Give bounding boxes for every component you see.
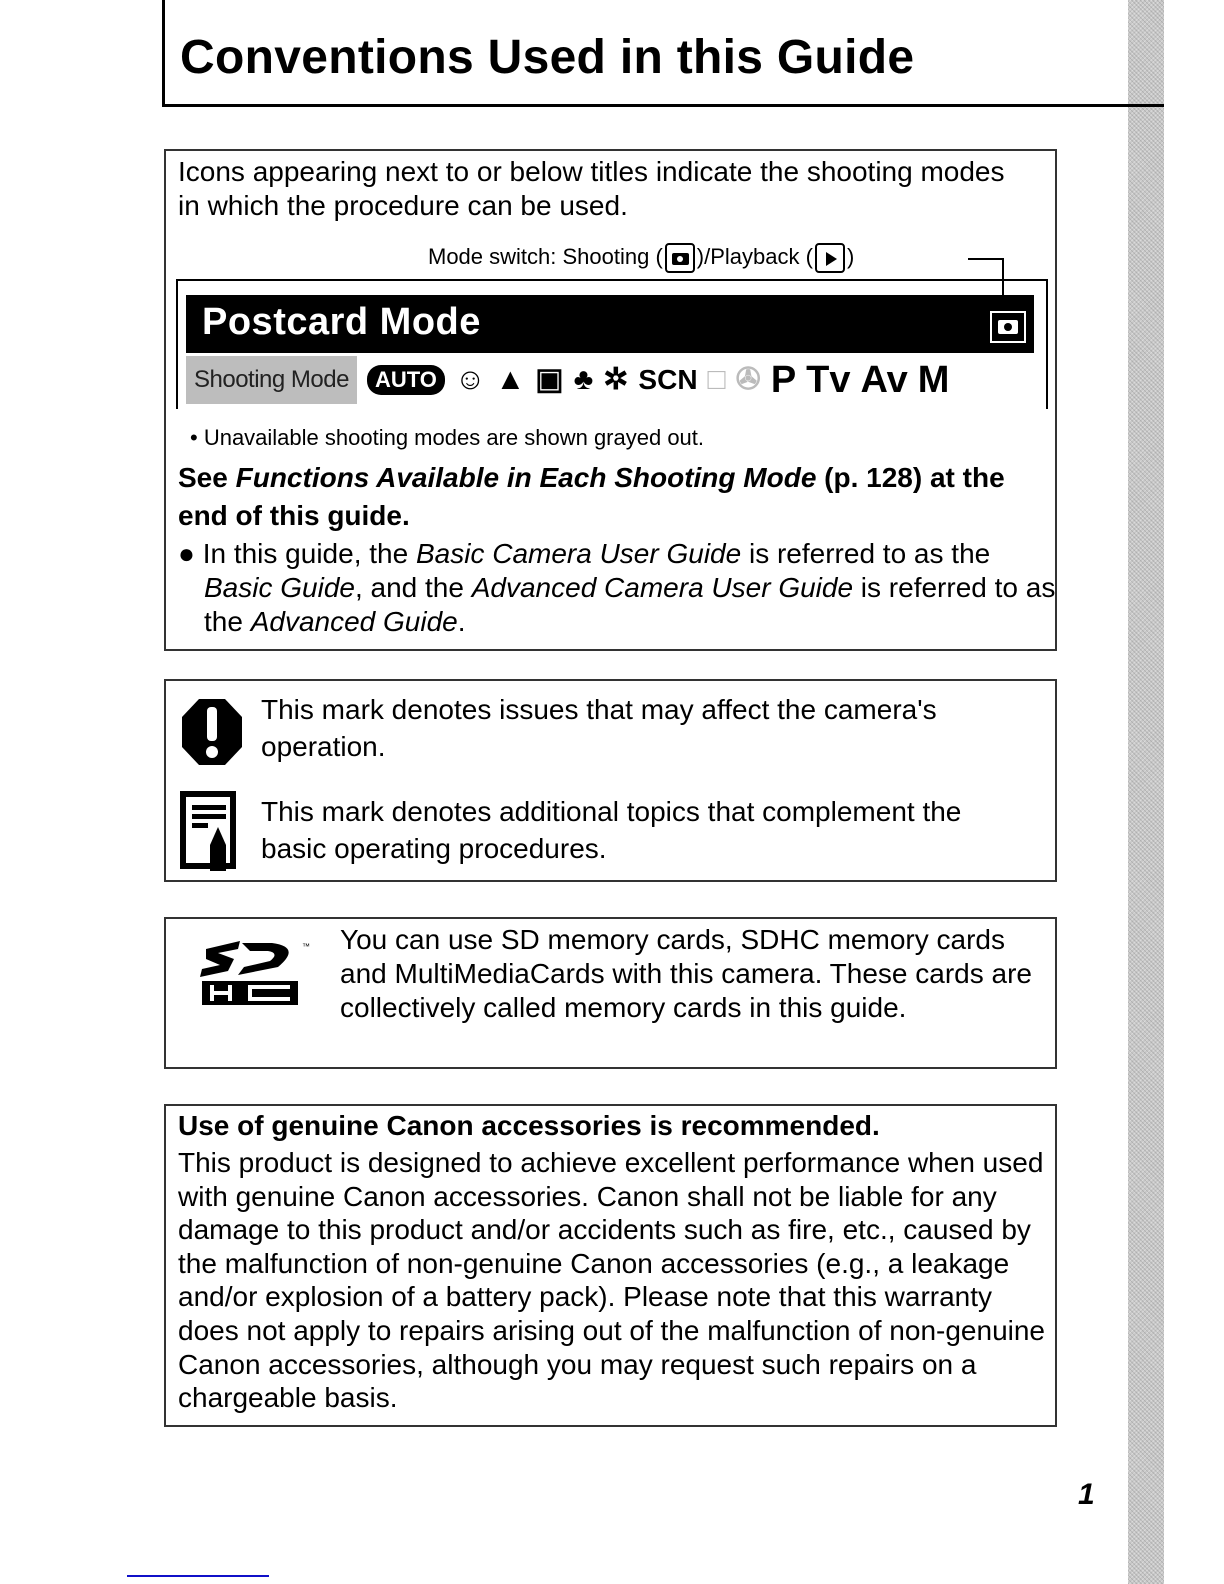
bullet-icon: ●	[178, 538, 195, 569]
manual-mode-icon: M	[917, 358, 950, 401]
page-title: Conventions Used in this Guide	[180, 31, 915, 84]
link-underline[interactable]	[127, 1575, 269, 1577]
page-number: 1	[1078, 1478, 1095, 1511]
text: is referred to as the	[741, 538, 991, 569]
program-mode-icon: P	[770, 358, 797, 401]
intro-box	[164, 149, 1057, 651]
stitch-assist-mode-icon: □	[707, 363, 726, 396]
guide-title: Advanced Camera User Guide	[471, 572, 854, 603]
memory-card-text: You can use SD memory cards, SDHC memory cards and MultiMediaCards with this camera. These cards are collectively called memory cards in this guide.	[340, 924, 1033, 1023]
shooting-mode-row	[186, 353, 1034, 407]
night-scene-mode-icon: ▣	[535, 363, 564, 396]
text: .	[457, 606, 466, 637]
text: In this guide, the	[202, 538, 416, 569]
see-prefix: See	[178, 462, 236, 493]
guide-title: Basic Camera User Guide	[415, 538, 742, 569]
see-reference	[178, 459, 1038, 535]
text: is referred to as the	[204, 572, 1056, 637]
text: , and the	[354, 572, 472, 603]
guide-title: Advanced Guide	[250, 606, 458, 637]
memo-icon	[180, 791, 244, 873]
camera-icon	[665, 243, 695, 273]
shooting-mode-label: Shooting Mode	[186, 356, 357, 404]
memory-card-box	[164, 917, 1057, 1069]
landscape-mode-icon: ▲	[495, 363, 526, 396]
connector-line	[968, 258, 1004, 260]
sdhc-logo-icon	[198, 937, 310, 1007]
mode-switch-middle: )/Playback (	[696, 243, 813, 269]
play-icon	[815, 243, 845, 273]
see-reference-title: Functions Available in Each Shooting Mode	[235, 462, 817, 493]
movie-mode-icon: ✇	[735, 363, 761, 396]
chapter-side-tab	[1128, 0, 1164, 1584]
portrait-mode-icon: ☺	[454, 363, 486, 396]
auto-mode-icon: AUTO	[367, 365, 445, 395]
marks-box	[164, 679, 1057, 882]
mode-switch-legend	[428, 243, 854, 273]
memo-text: This mark denotes additional topics that complement the basic operating procedures.	[261, 796, 962, 864]
unavailable-note: • Unavailable shooting modes are shown grayed out.	[190, 425, 705, 450]
kids-pets-mode-icon: ♣	[573, 363, 594, 396]
mode-switch-suffix: )	[846, 243, 855, 269]
guide-title: Basic Guide	[204, 572, 355, 603]
sample-heading	[186, 295, 1034, 353]
intro-text: Icons appearing next to or below titles indicate the shooting modes in which the procedure can be used.	[178, 156, 1005, 221]
indoor-mode-icon: ✲	[603, 363, 629, 396]
caution-icon	[180, 697, 244, 767]
scene-mode-icon: SCN	[638, 364, 698, 395]
trademark-mark: ™	[302, 942, 310, 951]
accessories-body: This product is designed to achieve excellent performance when used with genuine Canon accessories. Canon shall not be liable for any damage to this product and/or accidents such as fire, etc., caused by the malfunction of non-genuine Canon accessories (e.g., a leakage and/or explosion of a battery pack). Please note that this warranty does not apply to repairs arising out of the malfunction of non-genuine Canon accessories, although you may request such repairs on a chargeable basis.	[178, 1147, 1046, 1414]
aperture-priority-mode-icon: Av	[860, 358, 908, 401]
accessories-box	[164, 1104, 1057, 1427]
sample-heading-title: Postcard Mode	[202, 301, 481, 343]
accessories-heading: Use of genuine Canon accessories is recommended.	[178, 1110, 880, 1141]
caution-text: This mark denotes issues that may affect the camera's operation.	[261, 694, 937, 762]
camera-icon	[990, 311, 1026, 343]
see-suffix: (p. 128) at the end of this guide.	[178, 462, 1005, 531]
mode-switch-prefix: Mode switch: Shooting (	[428, 243, 663, 269]
shutter-priority-mode-icon: Tv	[806, 358, 851, 401]
guide-naming-bullet	[178, 537, 1064, 639]
